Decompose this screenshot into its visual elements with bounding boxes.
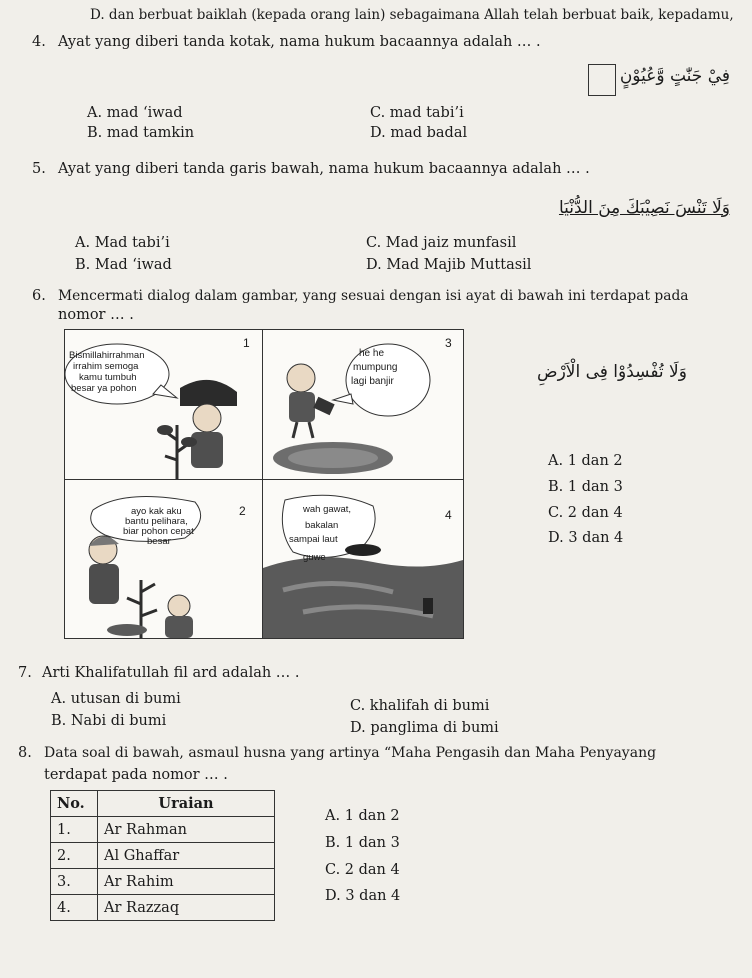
table-cell-uraian: Al Ghaffar [98,843,275,869]
table-cell-uraian: Ar Rahim [98,869,275,895]
q6-option-b[interactable]: B. 1 dan 3 [548,479,623,495]
q7-number: 7. [18,665,32,681]
panel-4-illustration [263,480,463,638]
panel-4-bubble-line-3: sampai laut [289,534,338,545]
panel-4-bubble-line-1: wah gawat, [303,504,352,515]
q4-option-a[interactable]: A. mad ‘iwad [87,105,183,121]
q6-text: Mencermati dialog dalam gambar, yang sesuai dengan isi ayat di bawah ini terdapat pada [58,288,689,304]
table-cell-uraian: Ar Razzaq [98,895,275,921]
panel-1-bubble-line-2: irrahim semoga [73,361,139,372]
q4-arabic-verse: فِيْ جَنّٰتٍ وَّعُيُوْنٍ [619,66,730,86]
table-cell-no: 2. [51,843,98,869]
q7-option-b[interactable]: B. Nabi di bumi [51,713,167,729]
table-cell-no: 3. [51,869,98,895]
panel-4-bubble-line-4: guwe [303,552,326,563]
q7-option-d[interactable]: D. panglima di bumi [350,720,499,736]
panel-3-bubble-line-3: lagi banjir [351,376,394,387]
q8-option-d[interactable]: D. 3 dan 4 [325,888,401,904]
panel-2-bubble-line-1: ayo kak aku [131,506,182,517]
q4-option-d[interactable]: D. mad badal [370,125,468,141]
q8-option-b[interactable]: B. 1 dan 3 [325,835,400,851]
panel-1-bubble-line-1: Bismillahirrahman [69,350,145,361]
panel-3-number: 3 [445,336,452,350]
table-row [51,895,275,921]
q6-option-d[interactable]: D. 3 dan 4 [548,530,624,546]
q5-number: 5. [32,161,46,177]
q7-option-a[interactable]: A. utusan di bumi [51,691,181,707]
panel-3-bubble-line-2: mumpung [353,362,398,373]
q5-option-b[interactable]: B. Mad ‘iwad [75,257,172,273]
q7-text: Arti Khalifatullah fil ard adalah … . [42,665,300,681]
q5-option-a[interactable]: A. Mad tabi’i [75,235,170,251]
q6-text-cont: nomor … . [58,307,134,323]
q4-text: Ayat yang diberi tanda kotak, nama hukum bacaannya adalah … . [58,34,541,50]
panel-3-bubble-line-1: he he [359,348,385,359]
table-row [51,843,275,869]
q5-text: Ayat yang diberi tanda garis bawah, nama hukum bacaannya adalah … . [58,161,590,177]
q3-option-d: D. dan berbuat baiklah (kepada orang lain) sebagaimana Allah telah berbuat baik, kepadamu, [90,7,734,23]
panel-1-bubble-line-4: besar ya pohon [71,383,137,394]
q4-option-b[interactable]: B. mad tamkin [87,125,195,141]
q8-text: Data soal di bawah, asmaul husna yang artinya “Maha Pengasih dan Maha Penyayang [44,745,657,761]
q8-text-cont: terdapat pada nomor … . [44,767,228,783]
table-cell-uraian: Ar Rahman [98,817,275,843]
comic-panel-4 [262,479,464,639]
q8-option-a[interactable]: A. 1 dan 2 [325,808,400,824]
table-header-row [51,791,275,817]
q7-option-c[interactable]: C. khalifah di bumi [350,698,490,714]
panel-1-number: 1 [243,336,250,350]
panel-2-bubble-line-3: biar pohon cepat [123,526,194,537]
q8-option-c[interactable]: C. 2 dan 4 [325,862,400,878]
q6-option-a[interactable]: A. 1 dan 2 [548,453,623,469]
q8-number: 8. [18,745,32,761]
panel-2-number: 2 [239,504,246,518]
q6-number: 6. [32,288,46,304]
q6-option-c[interactable]: C. 2 dan 4 [548,505,623,521]
q5-arabic-verse: وَلَا تَنْسَ نَصِيْبَكَ مِنَ الدُّنْيَا [558,198,730,218]
q5-option-d[interactable]: D. Mad Majib Muttasil [366,257,532,273]
panel-4-number: 4 [445,508,452,522]
panel-2-bubble-line-4: besar [147,536,171,547]
table-header-no: No. [51,791,98,817]
asmaul-husna-table [50,790,275,921]
comic-panel-1 [64,329,264,481]
comic-panel-2 [64,479,264,639]
q4-marked-box [588,64,616,96]
q6-arabic-verse: وَلَا تُفْسِدُوْا فِى الْاَرْضِ [537,362,687,382]
table-row [51,869,275,895]
panel-2-illustration [65,480,263,638]
q4-option-c[interactable]: C. mad tabi’i [370,105,464,121]
panel-1-bubble-line-3: kamu tumbuh [79,372,137,383]
comic-panel-3 [262,329,464,481]
q5-option-c[interactable]: C. Mad jaiz munfasil [366,235,517,251]
table-cell-no: 1. [51,817,98,843]
q4-number: 4. [32,34,46,50]
table-header-uraian: Uraian [98,791,275,817]
table-cell-no: 4. [51,895,98,921]
table-row [51,817,275,843]
panel-2-bubble-line-2: bantu pelihara, [125,516,188,527]
panel-4-bubble-line-2: bakalan [305,520,339,531]
